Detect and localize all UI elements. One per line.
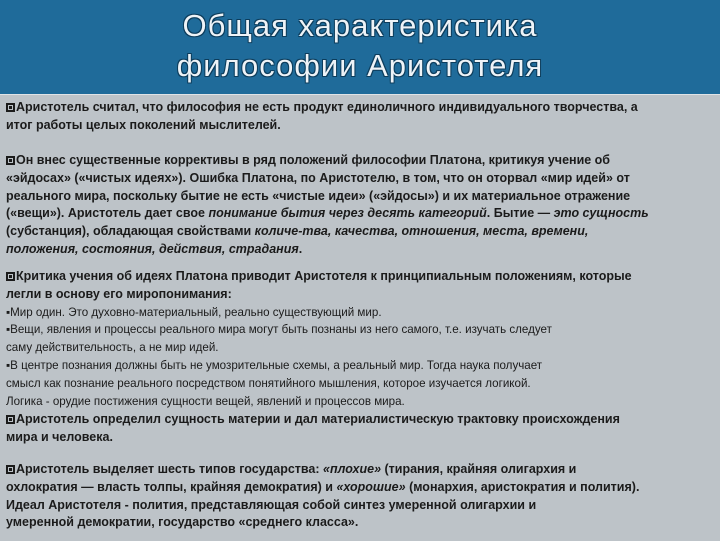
p2-line-6b: . <box>298 241 303 256</box>
p3-sub-5: смысл как познание реального посредством понятийного мышления, которое изучается логикой. <box>6 376 531 390</box>
paragraph-5 <box>6 461 718 532</box>
p2-line-4b: понимание бытия через десять категорий <box>208 206 487 221</box>
slide-title <box>0 6 720 86</box>
p2-line-1: Он внес существенные коррективы в ряд положений философии Платона, критикуя учение об <box>16 153 611 167</box>
p5-line-2c: (монархия, аристократия и полития). <box>405 479 640 494</box>
paragraph-4 <box>6 411 718 447</box>
p2-line-4c: . Бытие — <box>486 206 554 221</box>
p4-line-2: мира и человека. <box>6 429 113 444</box>
checkbox-bullet-icon <box>6 272 15 281</box>
p2-line-5a: (субстанция), обладающая свойствами <box>6 224 255 239</box>
p1-line-1: Аристотель считал, что философия не есть продукт единоличного индивидуального творчества, а <box>16 100 638 114</box>
p5-line-4: умеренной демократии, государство «среднего класса». <box>6 515 359 530</box>
p5-line-1b: «плохие» <box>323 462 382 476</box>
paragraph-3 <box>6 268 718 410</box>
p5-line-2a: охлократия — власть толпы, крайняя демократия) и <box>6 479 337 494</box>
p5-line-3: Идеал Аристотеля - полития, представляющая собой синтез умеренной олигархии и <box>6 497 537 512</box>
checkbox-bullet-icon <box>6 156 15 165</box>
p2-line-4d: это сущность <box>553 206 649 221</box>
p2-line-3: реального мира, поскольку бытие не есть «чистые идеи» («эйдосы») и их материальное отражение <box>6 188 631 203</box>
p2-line-2: «эйдосах» («чистых идеях»). Ошибка Платона, по Аристотелю, в том, что он оторвал «мир идей» от <box>6 170 630 185</box>
p3-sub-3: саму действительность, а не мир идей. <box>6 341 219 355</box>
paragraph-2 <box>6 152 718 259</box>
paragraph-1 <box>6 99 718 135</box>
checkbox-bullet-icon <box>6 103 15 112</box>
p3-sub-4: ▪В центре познания должны быть не умозрительные схемы, а реальный мир. Тогда наука получает <box>6 358 543 372</box>
p3-line-1: Критика учения об идеях Платона приводит Аристотеля к принципиальным положениям, которые <box>16 269 632 283</box>
checkbox-bullet-icon <box>6 415 15 424</box>
p1-line-2: итог работы целых поколений мыслителей. <box>6 117 281 132</box>
p3-sub-1: ▪Мир один. Это духовно-материальный, реально существующий мир. <box>6 305 382 319</box>
p3-sub-6: Логика - орудие постижения сущности вещей, явлений и процессов мира. <box>6 394 405 408</box>
p5-line-2b: «хорошие» <box>336 479 406 494</box>
p2-line-4a: («вещи»). Аристотель дает свое <box>6 206 209 221</box>
p5-line-1c: (тирания, крайняя олигархия и <box>381 462 577 476</box>
title-line-2: философии Аристотеля <box>176 48 544 83</box>
content-box <box>0 94 720 541</box>
p2-line-5b: количе-тва, качества, отношения, места, времени, <box>254 224 589 239</box>
p3-sub-2: ▪Вещи, явления и процессы реального мира могут быть познаны из него самого, т.е. изучать следует <box>6 323 552 337</box>
p3-line-2: легли в основу его миропонимания: <box>6 286 232 301</box>
p5-line-1a: Аристотель выделяет шесть типов государства: <box>16 462 324 476</box>
checkbox-bullet-icon <box>6 465 15 474</box>
p2-line-6a: положения, состояния, действия, страдания <box>6 241 299 256</box>
p4-line-1: Аристотель определил сущность материи и дал материалистическую трактовку происхождения <box>16 412 620 426</box>
title-line-1: Общая характеристика <box>182 8 538 43</box>
